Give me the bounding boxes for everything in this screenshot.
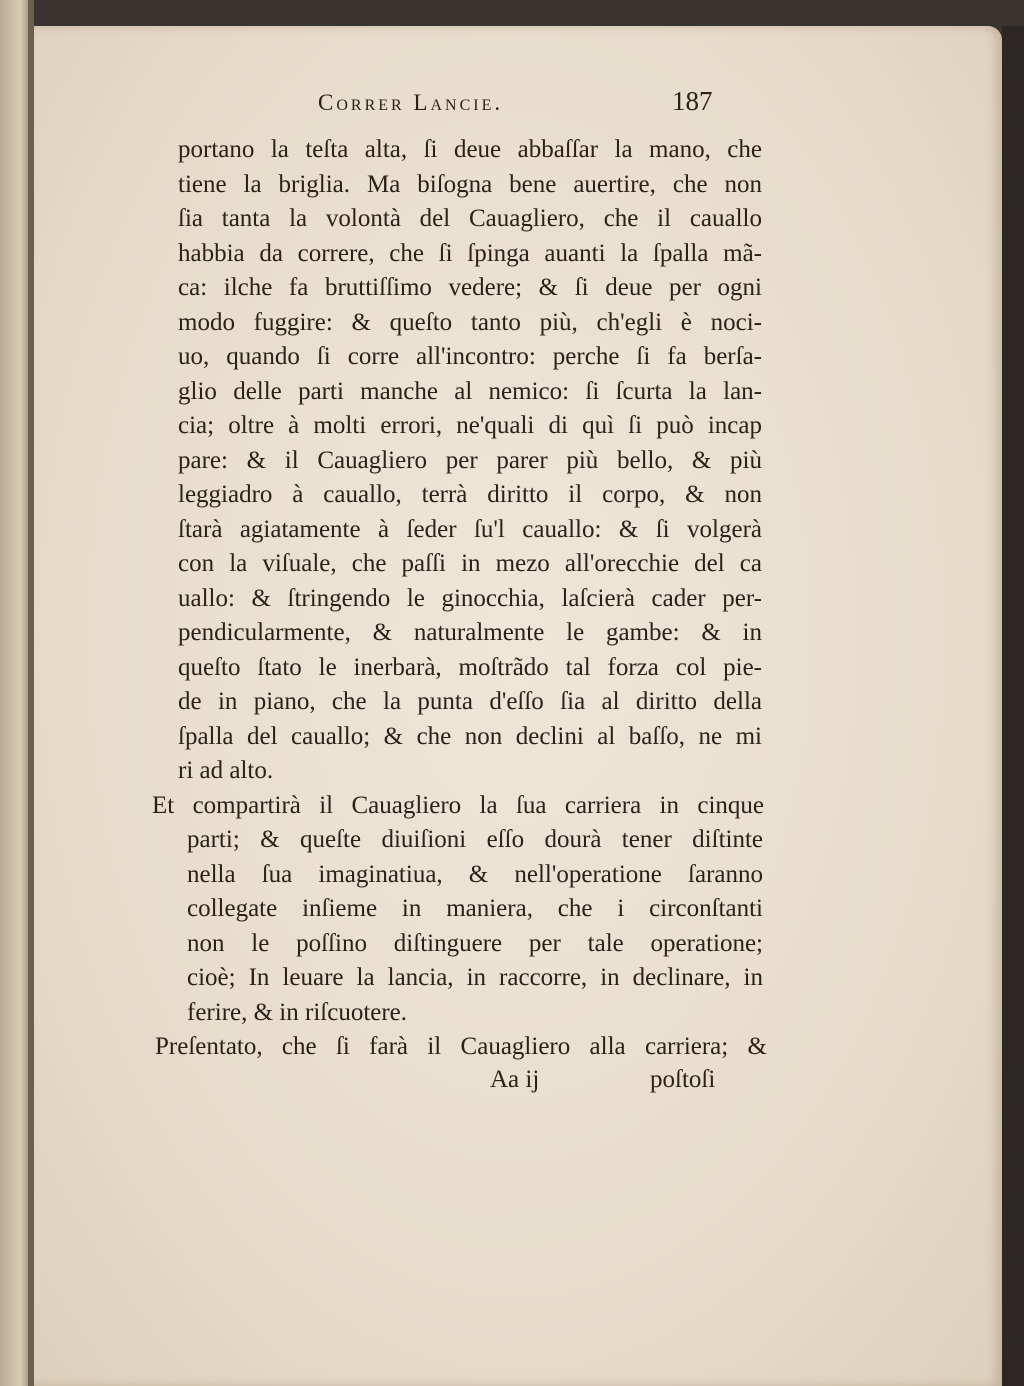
catchword: poſtoſi [650, 1066, 716, 1093]
text-line: non le poſſino diſtinguere per tale operatione; [187, 929, 763, 957]
text-line: habbia da correre, che ſi ſpinga auanti la ſpalla mã- [178, 239, 762, 267]
text-line: Et compartirà il Cauagliero la ſua carriera in cinque [152, 791, 764, 819]
text-line: glio delle parti manche al nemico: ſi ſcurta la lan- [178, 377, 762, 405]
text-line: modo fuggire: & queſto tanto più, ch'egli è noci- [178, 308, 762, 336]
text-line: pendicularmente, & naturalmente le gambe: & in [178, 619, 762, 646]
signature-mark: Aa ij [490, 1066, 540, 1093]
running-title: Correr Lancie. [318, 90, 504, 115]
page-edge-shadow [1002, 26, 1024, 1386]
binding-edge [28, 0, 34, 1386]
text-line: cia; oltre à molti errori, ne'quali di quì ſi può incap [178, 412, 762, 439]
text-line: uallo: & ſtringendo le ginocchia, laſcierà cader per- [178, 584, 762, 612]
text-line: uo, quando ſi corre all'incontro: perche ſi fa berſa- [178, 343, 762, 370]
text-line: tiene la briglia. Ma biſogna bene auertire, che non [178, 170, 762, 198]
text-line: queſto ſtato le inerbarà, moſtrãdo tal forza col pie- [178, 653, 762, 681]
text-line: parti; & queſte diuiſioni eſſo dourà tener diſtinte [187, 826, 763, 853]
text-line: de in piano, che la punta d'eſſo ſia al diritto della [178, 688, 762, 715]
text-line: ſtarà agiatamente à ſeder ſu'l cauallo: & ſi volgerà [178, 515, 762, 543]
text-line: nella ſua imaginatiua, & nell'operatione ſaranno [187, 860, 763, 888]
text-line: ſia tanta la volontà del Cauagliero, che il cauallo [178, 205, 762, 232]
text-line: collegate inſieme in maniera, che i circonſtanti [187, 895, 763, 922]
page-number: 187 [672, 86, 713, 116]
text-line: cioè; In leuare la lancia, in raccorre, in declinare, in [187, 964, 763, 991]
text-line: Preſentato, che ſi farà il Cauagliero alla carriera; & [155, 1033, 767, 1060]
text-line: ſpalla del cauallo; & che non declini al baſſo, ne mi [178, 722, 762, 750]
text-line: leggiadro à cauallo, terrà diritto il corpo, & non [178, 481, 762, 508]
text-line: con la viſuale, che paſſi in mezo all'orecchie del ca [178, 550, 762, 577]
text-line: ri ad alto. [178, 757, 274, 784]
text-line: portano la teſta alta, ſi deue abbaſſar la mano, che [178, 136, 762, 163]
text-line: ferire, & in riſcuotere. [187, 998, 408, 1026]
text-line: pare: & il Cauagliero per parer più bello, & più [178, 446, 762, 474]
text-line: ca: ilche fa bruttiſſimo vedere; & ſi deue per ogni [178, 274, 762, 301]
